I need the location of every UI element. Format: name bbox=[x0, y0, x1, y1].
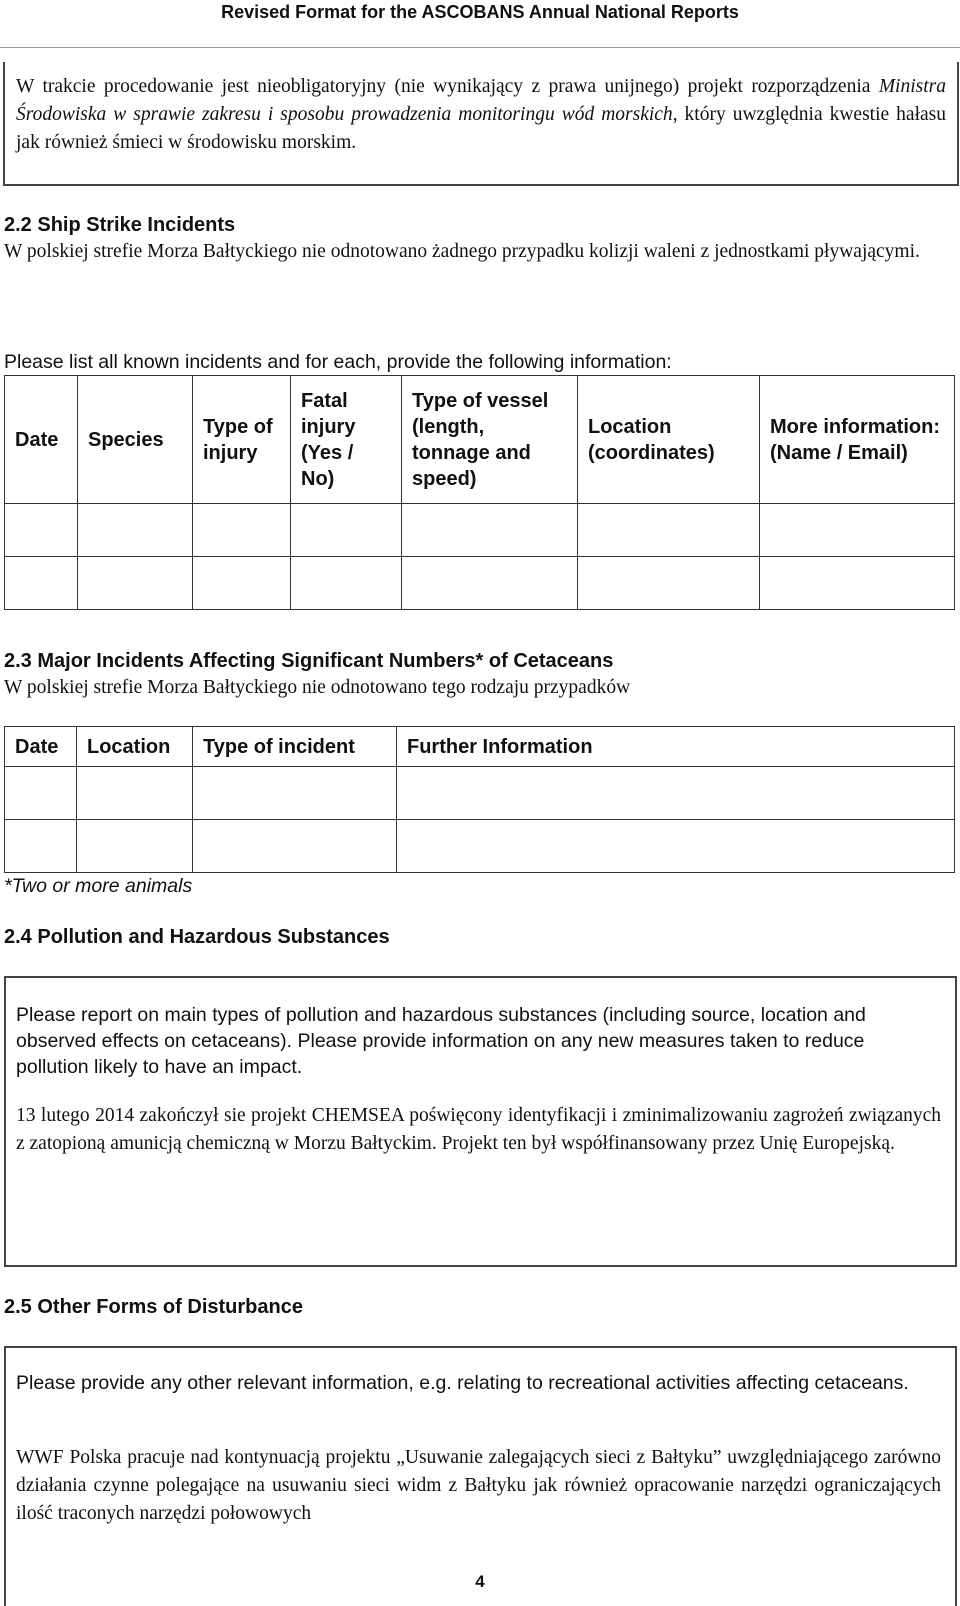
page-header-title: Revised Format for the ASCOBANS Annual National Reports bbox=[221, 2, 739, 22]
section-2-2-instruction: Please list all known incidents and for each, provide the following information: bbox=[4, 351, 672, 373]
table-cell[interactable] bbox=[291, 557, 402, 610]
table-cell[interactable] bbox=[193, 820, 397, 873]
table-cell[interactable] bbox=[193, 504, 291, 557]
disturbance-answer-box bbox=[4, 1346, 957, 1606]
col-header-type-of-incident: Type of incident bbox=[193, 727, 397, 767]
col-header-date: Date bbox=[5, 727, 77, 767]
col-header-more-information: More information: (Name / Email) bbox=[760, 376, 955, 504]
major-incidents-table bbox=[4, 726, 955, 873]
table-cell[interactable] bbox=[77, 767, 193, 820]
table-cell[interactable] bbox=[5, 504, 78, 557]
pollution-answer-box bbox=[4, 976, 957, 1267]
table-cell[interactable] bbox=[760, 504, 955, 557]
table-cell[interactable] bbox=[78, 557, 193, 610]
col-header-location: Location (coordinates) bbox=[578, 376, 760, 504]
table-row bbox=[5, 504, 955, 557]
table-cell[interactable] bbox=[193, 557, 291, 610]
col-header-fatal-injury: Fatal injury (Yes / No) bbox=[291, 376, 402, 504]
disturbance-answer: WWF Polska pracuje nad kontynuacją projektu „Usuwanie zalegających sieci z Bałtyku” uwzględniającego zarówno działania czynne polegające na usuwaniu sieci widm z Bałtyku jak również opracowanie narzędzi ograniczających ilość traconych narzędzi połowowych bbox=[16, 1447, 941, 1524]
table-cell[interactable] bbox=[402, 504, 578, 557]
table-cell[interactable] bbox=[578, 504, 760, 557]
footnote: *Two or more animals bbox=[4, 875, 193, 897]
intro-text-part-1: W trakcie procedowanie jest nieobligatoryjny (nie wynikający z prawa unijnego) projekt rozporządzenia bbox=[16, 76, 879, 97]
table-cell[interactable] bbox=[5, 820, 77, 873]
page-number: 4 bbox=[475, 1572, 485, 1591]
table-cell[interactable] bbox=[760, 557, 955, 610]
pollution-prompt: Please report on main types of pollution and hazardous substances (including source, location and observed effects on cetaceans). Please provide information on any new measures taken to reduce pollution likely to have an impact. bbox=[16, 1004, 866, 1078]
ship-strike-header-row bbox=[5, 376, 955, 504]
table-cell[interactable] bbox=[77, 820, 193, 873]
major-incidents-header-row bbox=[5, 727, 955, 767]
section-2-5-heading: 2.5 Other Forms of Disturbance bbox=[4, 1296, 303, 1318]
table-cell[interactable] bbox=[397, 820, 955, 873]
table-row bbox=[5, 820, 955, 873]
col-header-further-information: Further Information bbox=[397, 727, 955, 767]
intro-answer-box bbox=[3, 62, 959, 186]
section-2-3-body: W polskiej strefie Morza Bałtyckiego nie odnotowano tego rodzaju przypadków bbox=[4, 677, 631, 698]
section-2-2-body: W polskiej strefie Morza Bałtyckiego nie odnotowano żadnego przypadku kolizji waleni z jednostkami pływającymi. bbox=[4, 241, 920, 262]
col-header-type-of-vessel: Type of vessel (length, tonnage and speed) bbox=[402, 376, 578, 504]
pollution-answer: 13 lutego 2014 zakończył sie projekt CHEMSEA poświęcony identyfikacji i zminimalizowaniu zagrożeń związanych z zatopioną amunicją chemiczną w Morzu Bałtyckim. Projekt ten był współfinansowany przez Unię Europejską. bbox=[16, 1105, 941, 1154]
table-cell[interactable] bbox=[5, 767, 77, 820]
header-divider bbox=[0, 47, 960, 48]
table-cell[interactable] bbox=[5, 557, 78, 610]
table-cell[interactable] bbox=[578, 557, 760, 610]
table-cell[interactable] bbox=[78, 504, 193, 557]
disturbance-prompt: Please provide any other relevant information, e.g. relating to recreational activities affecting cetaceans. bbox=[16, 1372, 909, 1394]
section-2-2-heading: 2.2 Ship Strike Incidents bbox=[4, 214, 236, 236]
col-header-species: Species bbox=[78, 376, 193, 504]
col-header-location: Location bbox=[77, 727, 193, 767]
table-row bbox=[5, 767, 955, 820]
table-cell[interactable] bbox=[291, 504, 402, 557]
table-row bbox=[5, 557, 955, 610]
section-2-3-heading: 2.3 Major Incidents Affecting Significant Numbers* of Cetaceans bbox=[4, 650, 614, 672]
intro-text-italic: Ministra Środowiska w sprawie zakresu i sposobu prowadzenia monitoringu wód morskich bbox=[16, 76, 946, 125]
ship-strike-table bbox=[4, 375, 955, 610]
table-cell[interactable] bbox=[397, 767, 955, 820]
intro-paragraph bbox=[16, 73, 946, 157]
table-cell[interactable] bbox=[193, 767, 397, 820]
col-header-date: Date bbox=[5, 376, 78, 504]
intro-text-part-2: , który uwzględnia kwestie hałasu jak również śmieci w środowisku morskim. bbox=[16, 104, 946, 153]
section-2-4-heading: 2.4 Pollution and Hazardous Substances bbox=[4, 926, 390, 948]
table-cell[interactable] bbox=[402, 557, 578, 610]
col-header-type-of-injury: Type of injury bbox=[193, 376, 291, 504]
